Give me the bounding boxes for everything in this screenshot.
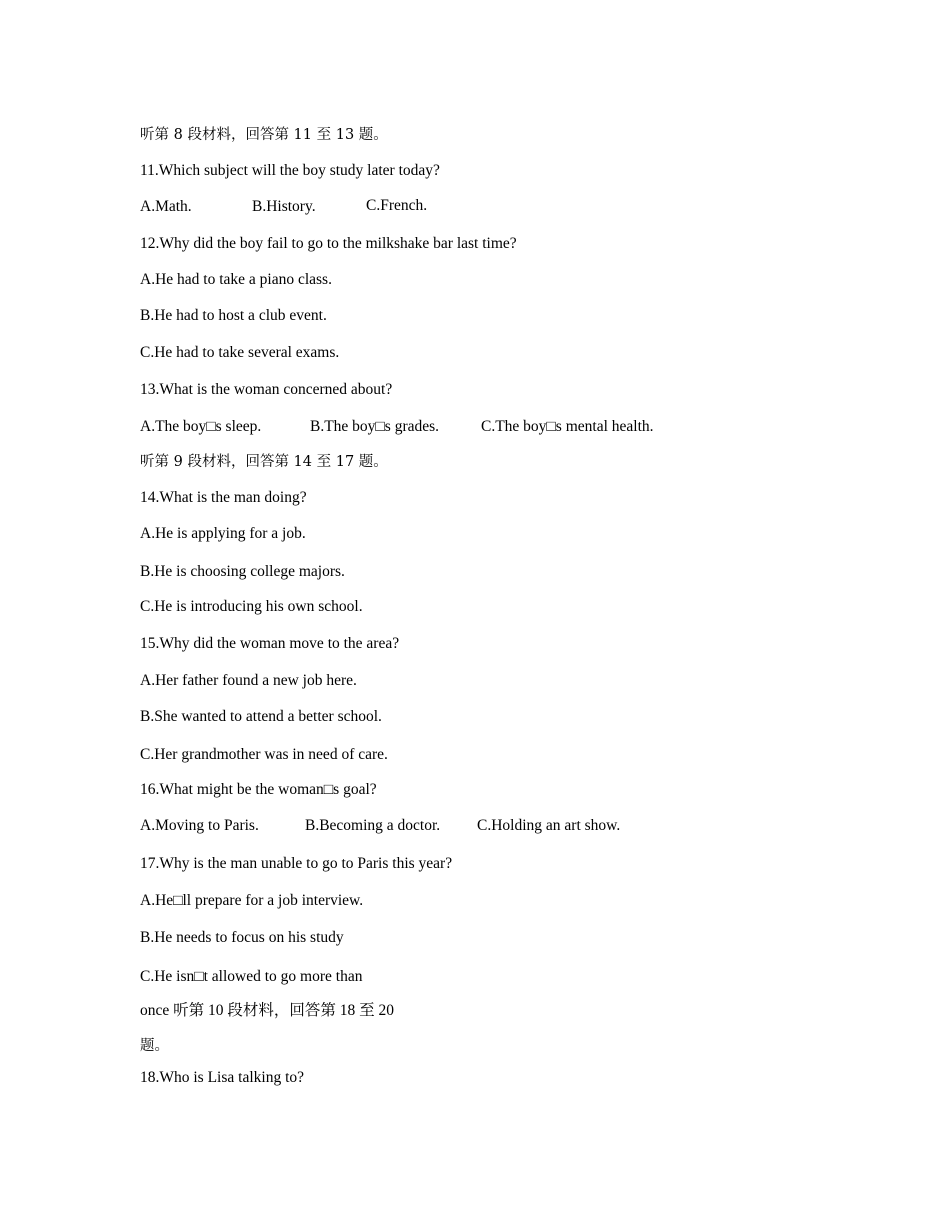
question-15-option-c: C.Her grandmother was in need of care. bbox=[140, 746, 388, 763]
question-11-options bbox=[140, 197, 740, 217]
question-14: 14.What is the man doing? bbox=[140, 489, 307, 506]
question-15-option-a: A.Her father found a new job here. bbox=[140, 672, 357, 689]
question-13-option-c: C.The boy□s mental health. bbox=[481, 418, 654, 435]
question-16-options bbox=[140, 816, 760, 836]
question-12: 12.Why did the boy fail to go to the milkshake bar last time? bbox=[140, 235, 517, 252]
question-12-option-a: A.He had to take a piano class. bbox=[140, 271, 332, 288]
question-16-option-b: B.Becoming a doctor. bbox=[305, 817, 441, 834]
question-14-option-a: A.He is applying for a job. bbox=[140, 525, 306, 542]
question-13-option-a: A.The boy□s sleep. bbox=[140, 418, 262, 435]
question-17: 17.Why is the man unable to go to Paris this year? bbox=[140, 855, 453, 872]
question-11-option-b: B.History. bbox=[252, 198, 316, 215]
question-16-option-c: C.Holding an art show. bbox=[477, 817, 621, 834]
question-15-option-b: B.She wanted to attend a better school. bbox=[140, 708, 382, 725]
question-12-option-c: C.He had to take several exams. bbox=[140, 344, 340, 361]
question-11: 11.Which subject will the boy study later today? bbox=[140, 162, 440, 179]
question-13: 13.What is the woman concerned about? bbox=[140, 381, 393, 398]
section-9-header: 听第 9 段材料，回答第 14 至 17 题。 bbox=[140, 454, 388, 470]
wrapped-line-section-10-end: 题。 bbox=[140, 1038, 169, 1054]
question-16: 16.What might be the woman□s goal? bbox=[140, 781, 377, 798]
wrapped-line-section-10: once 听第 10 段材料，回答第 18 至 20 bbox=[140, 1002, 395, 1019]
question-11-option-a: A.Math. bbox=[140, 198, 192, 215]
question-13-options bbox=[140, 417, 780, 437]
question-17-option-c: C.He isn□t allowed to go more than bbox=[140, 968, 363, 985]
question-12-option-b: B.He had to host a club event. bbox=[140, 307, 327, 324]
question-16-option-a: A.Moving to Paris. bbox=[140, 817, 259, 834]
section-8-header: 听第 8 段材料，回答第 11 至 13 题。 bbox=[140, 127, 388, 143]
question-14-option-b: B.He is choosing college majors. bbox=[140, 563, 345, 580]
question-13-option-b: B.The boy□s grades. bbox=[310, 418, 440, 435]
question-17-option-b: B.He needs to focus on his study bbox=[140, 929, 344, 946]
question-14-option-c: C.He is introducing his own school. bbox=[140, 598, 363, 615]
question-15: 15.Why did the woman move to the area? bbox=[140, 635, 400, 652]
question-11-option-c: C.French. bbox=[366, 197, 428, 214]
question-18: 18.Who is Lisa talking to? bbox=[140, 1069, 305, 1086]
question-17-option-a: A.He□ll prepare for a job interview. bbox=[140, 892, 364, 909]
